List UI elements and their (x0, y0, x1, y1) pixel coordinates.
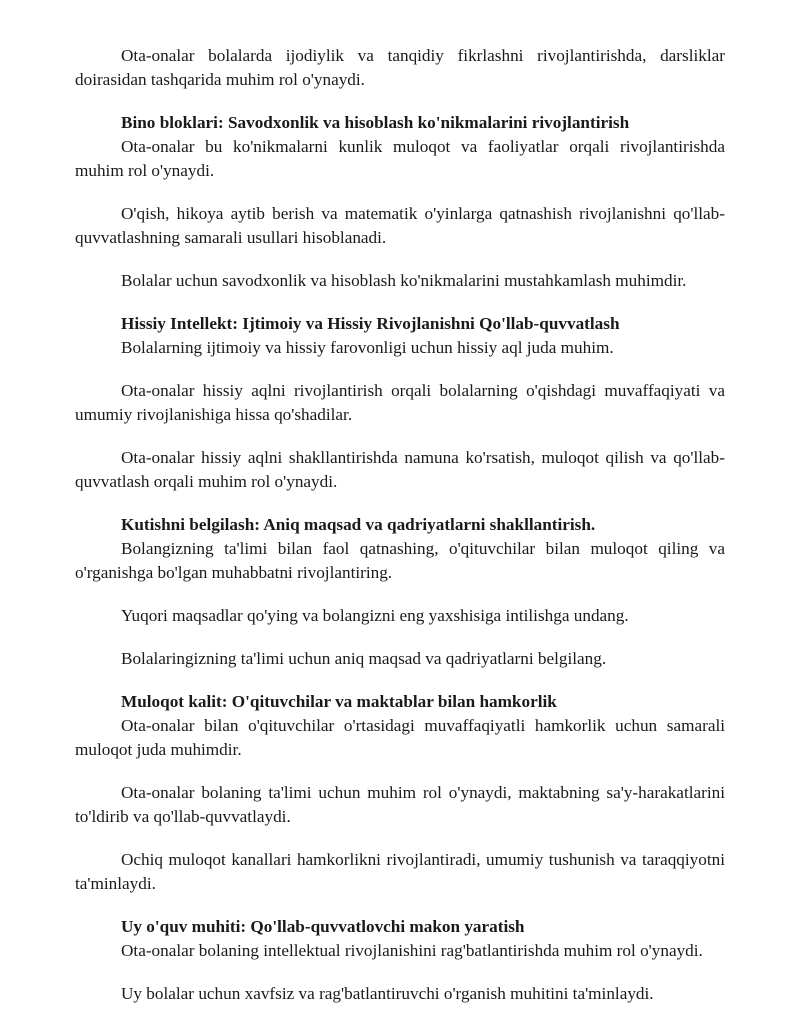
section-emotional-intelligence (75, 312, 725, 494)
section-paragraph: Bolalaringizning ta'limi uchun aniq maqsad va qadriyatlarni belgilang. (121, 649, 607, 668)
section-paragraph: Bolalarning ijtimoiy va hissiy farovonligi uchun hissiy aql juda muhim. (121, 338, 614, 357)
section-heading: Kutishni belgilash: Aniq maqsad va qadriyatlarni shakllantirish. (121, 515, 596, 534)
section-paragraph: Ochiq muloqot kanallari hamkorlikni rivojlantiradi, umumiy tushunish va taraqqiyotni ta'minlaydi. (75, 850, 725, 893)
section-heading: Bino bloklari: Savodxonlik va hisoblash ko'nikmalarini rivojlantirish (121, 113, 630, 132)
section-paragraph: Uy bolalar uchun xavfsiz va rag'batlantiruvchi o'rganish muhitini ta'minlaydi. (121, 984, 654, 1003)
section-paragraph: Ota-onalar bolaning ta'limi uchun muhim rol o'ynaydi, maktabning sa'y-harakatlarini to'ldirib va qo'llab-quvvatlaydi. (75, 783, 725, 826)
section-paragraph: Bolangizning ta'limi bilan faol qatnashing, o'qituvchilar bilan muloqot qiling va o'rganishga bo'lgan muhabbatni rivojlantiring. (75, 539, 725, 582)
section-paragraph: Ota-onalar bu ko'nikmalarni kunlik muloqot va faoliyatlar orqali rivojlantirishda muhim rol o'ynaydi. (75, 137, 725, 180)
section-paragraph: Yuqori maqsadlar qo'ying va bolangizni eng yaxshisiga intilishga undang. (121, 606, 629, 625)
section-paragraph: O'qish, hikoya aytib berish va matematik o'yinlarga qatnashish rivojlanishni qo'llab-quvvatlashning samarali usullari hisoblanadi. (75, 204, 725, 247)
section-paragraph: Bolalar uchun savodxonlik va hisoblash ko'nikmalarini mustahkamlash muhimdir. (121, 271, 687, 290)
section-paragraph: Ota-onalar hissiy aqlni shakllantirishda namuna ko'rsatish, muloqot qilish va qo'llab-quvvatlash orqali muhim rol o'ynaydi. (75, 448, 725, 491)
intro-paragraph: Ota-onalar bolalarda ijodiylik va tanqidiy fikrlashni rivojlantirishda, darsliklar doirasidan tashqarida muhim rol o'ynaydi. (75, 46, 725, 89)
section-heading: Muloqot kalit: O'qituvchilar va maktablar bilan hamkorlik (121, 692, 557, 711)
section-heading: Uy o'quv muhiti: Qo'llab-quvvatlovchi makon yaratish (121, 917, 525, 936)
section-paragraph: Ota-onalar hissiy aqlni rivojlantirish orqali bolalarning o'qishdagi muvaffaqiyati va umumiy rivojlanishiga hissa qo'shadilar. (75, 381, 725, 424)
section-literacy (75, 111, 725, 293)
section-home-learning (75, 915, 725, 1006)
section-heading: Hissiy Intellekt: Ijtimoiy va Hissiy Rivojlanishni Qo'llab-quvvatlash (121, 314, 620, 333)
section-paragraph: Ota-onalar bolaning intellektual rivojlanishini rag'batlantirishda muhim rol o'ynaydi. (121, 941, 703, 960)
section-expectations (75, 513, 725, 671)
section-communication (75, 690, 725, 896)
section-paragraph: Ota-onalar bilan o'qituvchilar o'rtasidagi muvaffaqiyatli hamkorlik uchun samarali muloqot juda muhimdir. (75, 716, 725, 759)
